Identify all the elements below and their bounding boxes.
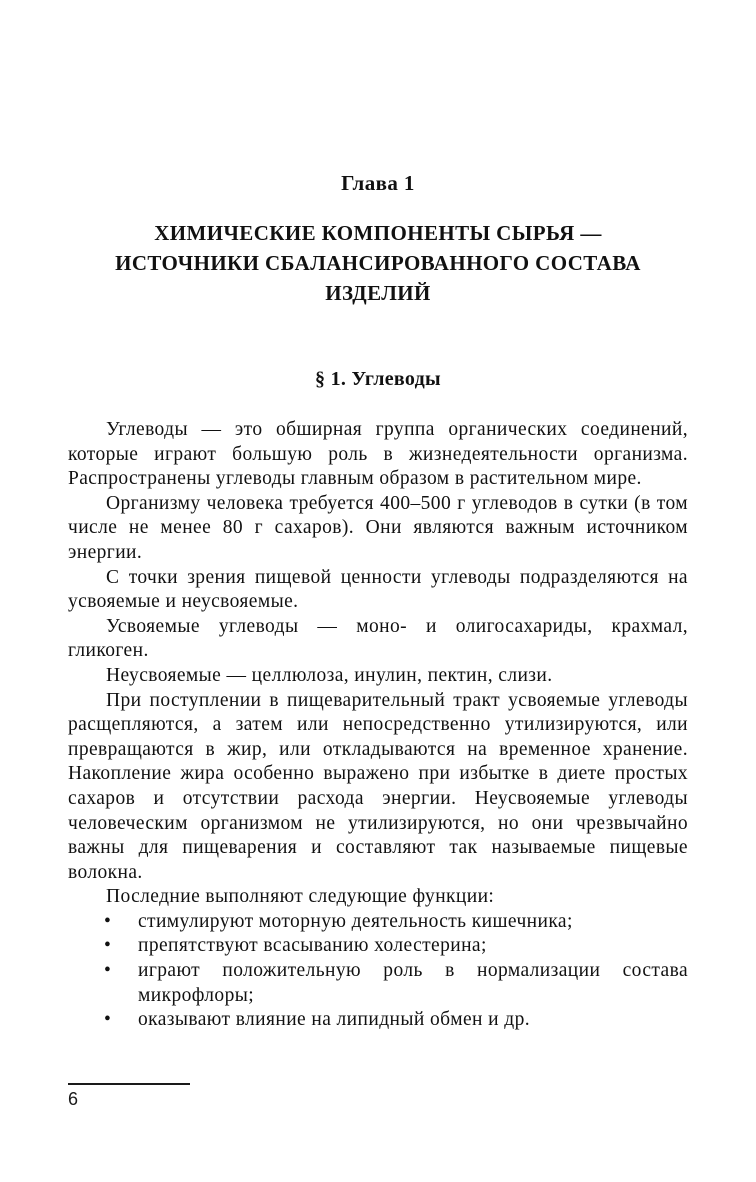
paragraph: Углеводы — это обширная группа органических соединений, которые играют большую роль в жизнедеятельности организма. Распространены углеводы главным образом в растительном мире. — [68, 419, 688, 490]
section-heading: § 1. Углеводы — [315, 368, 441, 390]
list-item: • препятствуют всасыванию холестерина; — [138, 934, 688, 959]
paragraph: Усвояемые углеводы — моно- и олигосахариды, крахмал, гликоген. — [68, 615, 688, 662]
chapter-title: ХИМИЧЕСКИЕ КОМПОНЕНТЫ СЫРЬЯ — ИСТОЧНИКИ СБАЛАНСИРОВАННОГО СОСТАВА ИЗДЕЛИЙ — [115, 221, 641, 305]
chapter-label: Глава 1 — [341, 171, 415, 195]
list-item: • оказывают влияние на липидный обмен и др. — [138, 1008, 688, 1033]
paragraph: Последние выполняют следующие функции: — [106, 886, 495, 908]
bullet-list — [68, 910, 688, 1033]
page-number: 6 — [68, 1089, 79, 1109]
paragraph: Организму человека требуется 400–500 г углеводов в сутки (в том числе не менее 80 г сахаров). Они являются важным источником энергии. — [68, 492, 688, 563]
footer-rule — [68, 1083, 190, 1085]
page-footer — [68, 1083, 190, 1110]
paragraph: Неусвояемые — целлюлоза, инулин, пектин, слизи. — [106, 664, 553, 686]
paragraph: При поступлении в пищеварительный тракт усвояемые углеводы расщепляются, а затем или непосредственно утилизируются, или превращаются в жир, или откладываются на временное хранение. Накопление жира особенно выражено при избытке в диете простых сахаров и отсутствии расхода энергии. Неусвояемые углеводы человеческим организмом не утилизируются, но они чрезвычайно важны для пищеварения и составляют так называемые пищевые волокна. — [68, 689, 688, 883]
body-text — [68, 418, 688, 910]
list-item: • стимулируют моторную деятельность кишечника; — [138, 910, 688, 935]
paragraph: С точки зрения пищевой ценности углеводы подразделяются на усвояемые и неусвояемые. — [68, 566, 688, 613]
list-item: • играют положительную роль в нормализации состава микрофлоры; — [138, 959, 688, 1008]
